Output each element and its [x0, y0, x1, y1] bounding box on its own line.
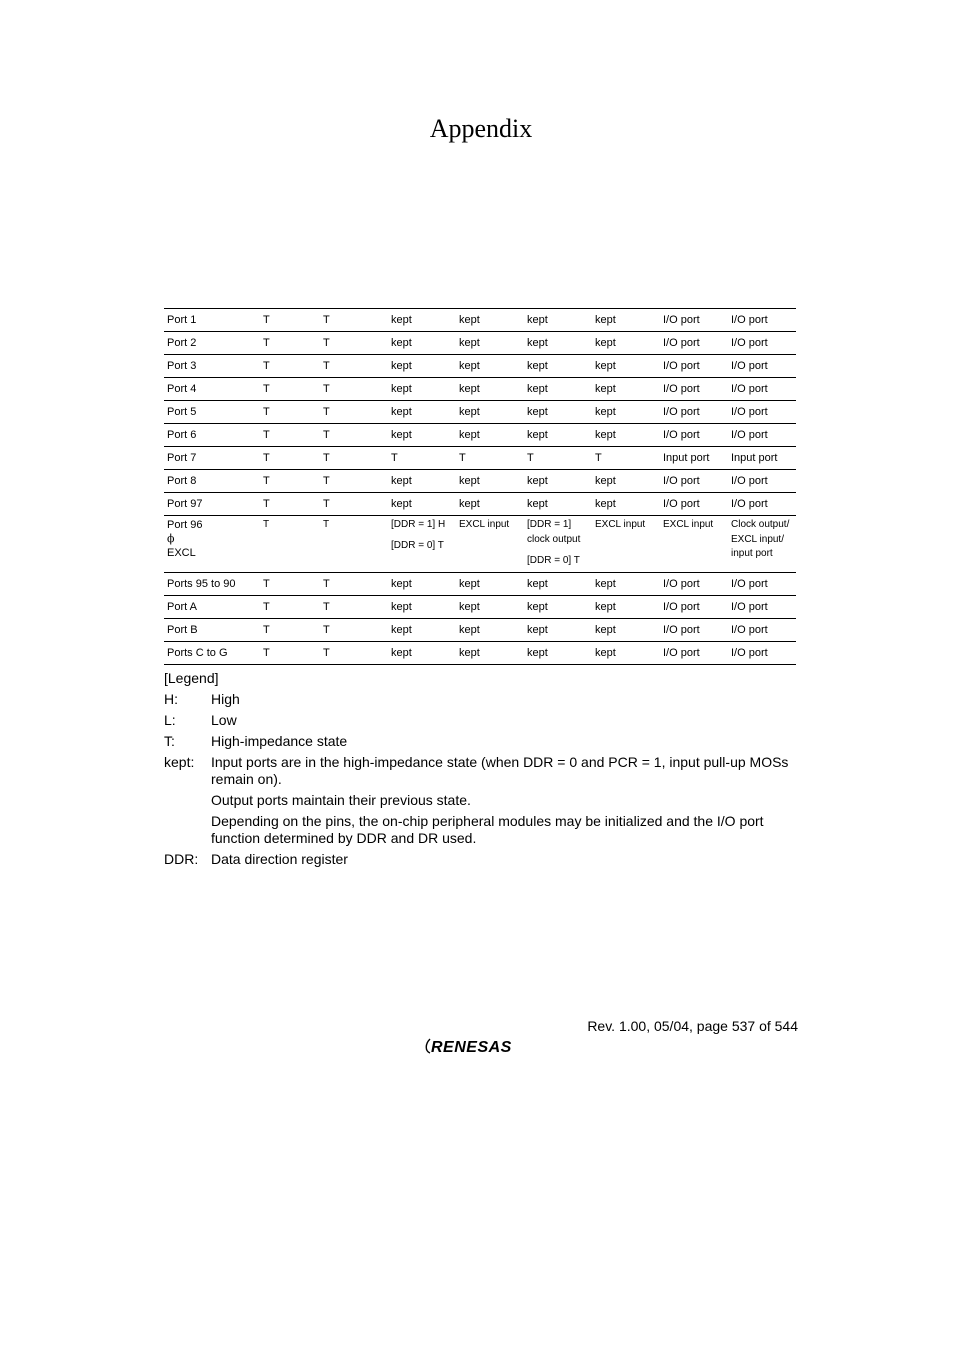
table-cell: T: [260, 573, 320, 596]
legend-item: [164, 691, 804, 708]
table-cell: kept: [592, 378, 660, 401]
table-cell-port: Port 8: [164, 470, 260, 493]
table-cell: T: [320, 573, 388, 596]
legend-term: L:: [164, 712, 176, 728]
table-cell-port: Port 5: [164, 401, 260, 424]
table-cell: kept: [388, 424, 456, 447]
table-cell: I/O port: [728, 470, 796, 493]
table-cell-port: Ports C to G: [164, 642, 260, 665]
table-cell: T: [320, 355, 388, 378]
legend-desc: High: [211, 691, 240, 707]
port-state-table: [164, 308, 796, 665]
table-cell: kept: [592, 470, 660, 493]
table-cell: T: [320, 493, 388, 516]
table-cell-port: Port B: [164, 619, 260, 642]
table-cell: kept: [456, 493, 524, 516]
table-cell: [DDR = 1] H [DDR = 0] T: [388, 516, 456, 573]
table-cell: kept: [524, 401, 592, 424]
table-cell: T: [260, 378, 320, 401]
table-cell: T: [260, 424, 320, 447]
table-cell: kept: [592, 573, 660, 596]
table-cell: T: [260, 642, 320, 665]
table-cell: I/O port: [660, 573, 728, 596]
table-cell-port: [164, 516, 260, 573]
table-row: [164, 355, 796, 378]
legend-term: kept:: [164, 754, 195, 770]
legend-desc: Input ports are in the high-impedance state (when DDR = 0 and PCR = 1, input pull-up MOSs remain on).: [211, 754, 789, 787]
legend-desc: Data direction register: [211, 851, 348, 867]
table-cell: kept: [524, 493, 592, 516]
table-cell-port: Ports 95 to 90: [164, 573, 260, 596]
table-row: [164, 378, 796, 401]
table-cell: kept: [456, 355, 524, 378]
page-title: Appendix: [429, 114, 533, 143]
table-cell: Input port: [660, 447, 728, 470]
table-cell: Clock output/ EXCL input/ input port: [728, 516, 796, 573]
table-cell: T: [260, 309, 320, 332]
table-cell: kept: [388, 332, 456, 355]
table-cell: kept: [524, 424, 592, 447]
table-cell: kept: [592, 401, 660, 424]
table-cell: I/O port: [728, 378, 796, 401]
table-cell: kept: [524, 596, 592, 619]
table-cell: I/O port: [660, 355, 728, 378]
table-cell: T: [320, 424, 388, 447]
table-cell: kept: [456, 378, 524, 401]
legend-term: T:: [164, 733, 175, 749]
table-cell: I/O port: [660, 642, 728, 665]
table-cell: T: [320, 516, 388, 573]
table-cell: I/O port: [660, 493, 728, 516]
table-cell: kept: [524, 332, 592, 355]
table-row: [164, 401, 796, 424]
table-cell: T: [260, 493, 320, 516]
table-cell: T: [320, 447, 388, 470]
table-cell: I/O port: [660, 378, 728, 401]
table-cell: kept: [592, 309, 660, 332]
table-cell: kept: [456, 470, 524, 493]
table-cell: T: [320, 332, 388, 355]
table-cell: I/O port: [728, 355, 796, 378]
table-cell: T: [320, 619, 388, 642]
table-cell: EXCL input: [456, 516, 524, 573]
table-cell: I/O port: [728, 424, 796, 447]
table-cell: kept: [388, 355, 456, 378]
legend-title: [Legend]: [164, 670, 219, 686]
table-cell: T: [260, 596, 320, 619]
table-cell-port: Port 2: [164, 332, 260, 355]
table-cell-port: Port A: [164, 596, 260, 619]
table-row: [164, 573, 796, 596]
table-cell: T: [260, 516, 320, 573]
legend: [164, 670, 804, 872]
table-row: [164, 447, 796, 470]
table-cell: kept: [592, 596, 660, 619]
table-cell: kept: [456, 401, 524, 424]
table-cell: T: [388, 447, 456, 470]
table-row: [164, 493, 796, 516]
table-cell: T: [320, 378, 388, 401]
table-cell: I/O port: [728, 332, 796, 355]
table-cell: EXCL input: [592, 516, 660, 573]
table-cell: I/O port: [728, 401, 796, 424]
table-cell: kept: [388, 470, 456, 493]
table-cell: kept: [456, 573, 524, 596]
table-cell-port: Port 97: [164, 493, 260, 516]
page-footer: Rev. 1.00, 05/04, page 537 of 544: [587, 1018, 798, 1034]
table-cell: kept: [524, 378, 592, 401]
table-cell: kept: [456, 642, 524, 665]
table-cell-port: Port 6: [164, 424, 260, 447]
table-cell: T: [260, 355, 320, 378]
table-cell: kept: [592, 355, 660, 378]
table-cell: kept: [524, 355, 592, 378]
table-row: [164, 516, 796, 573]
legend-subnote: Output ports maintain their previous state.: [211, 792, 471, 808]
legend-desc: High-impedance state: [211, 733, 348, 749]
table-cell: kept: [388, 309, 456, 332]
table-cell: T: [260, 619, 320, 642]
table-row: [164, 596, 796, 619]
table-cell: I/O port: [728, 309, 796, 332]
table-cell: kept: [592, 332, 660, 355]
table-cell: kept: [592, 619, 660, 642]
table-cell: T: [320, 642, 388, 665]
phi-symbol: ϕ: [167, 532, 175, 545]
table-cell: kept: [524, 573, 592, 596]
table-cell: I/O port: [728, 573, 796, 596]
table-cell: kept: [388, 642, 456, 665]
table-cell: kept: [388, 573, 456, 596]
table-cell: I/O port: [660, 596, 728, 619]
legend-item: [164, 851, 804, 868]
table-cell-port: Port 3: [164, 355, 260, 378]
table-cell: T: [260, 332, 320, 355]
table-cell: kept: [456, 619, 524, 642]
legend-desc: Low: [211, 712, 237, 728]
table-cell: kept: [388, 378, 456, 401]
table-cell: T: [260, 447, 320, 470]
table-cell: T: [524, 447, 592, 470]
table-row: [164, 309, 796, 332]
logo-text: RENESAS: [431, 1039, 512, 1056]
table-row: [164, 424, 796, 447]
table-cell-port: Port 4: [164, 378, 260, 401]
table-cell: T: [320, 470, 388, 493]
table-cell: kept: [388, 596, 456, 619]
legend-item: [164, 712, 804, 729]
table-row: [164, 332, 796, 355]
table-row: [164, 619, 796, 642]
legend-item: [164, 733, 804, 750]
table-cell: kept: [456, 424, 524, 447]
table-cell: T: [260, 470, 320, 493]
table-row: [164, 642, 796, 665]
table-cell: kept: [592, 424, 660, 447]
legend-term: DDR:: [164, 851, 199, 867]
table-cell: kept: [524, 619, 592, 642]
renesas-logo: [424, 1036, 542, 1056]
table-cell: I/O port: [660, 401, 728, 424]
table-cell: EXCL input: [660, 516, 728, 573]
table-cell: kept: [388, 401, 456, 424]
table-cell: kept: [456, 332, 524, 355]
table-cell: I/O port: [660, 332, 728, 355]
table-cell: kept: [524, 309, 592, 332]
table-cell: I/O port: [728, 642, 796, 665]
table-cell-port: Port 1: [164, 309, 260, 332]
table-cell: kept: [456, 309, 524, 332]
legend-term: H:: [164, 691, 178, 707]
table-cell: I/O port: [728, 596, 796, 619]
table-cell: T: [592, 447, 660, 470]
table-cell: T: [320, 596, 388, 619]
table-cell: kept: [592, 642, 660, 665]
table-cell: kept: [456, 596, 524, 619]
table-cell: T: [320, 309, 388, 332]
port96-label: Port 96: [167, 519, 203, 531]
table-cell-port: Port 7: [164, 447, 260, 470]
table-cell: kept: [524, 642, 592, 665]
table-cell: kept: [388, 493, 456, 516]
table-cell: I/O port: [660, 309, 728, 332]
table-row: [164, 470, 796, 493]
legend-subnote: Depending on the pins, the on-chip peripheral modules may be initialized and the I/O port function determined by DDR and DR used.: [211, 813, 764, 846]
table-cell: I/O port: [660, 424, 728, 447]
table-cell: kept: [388, 619, 456, 642]
table-cell: T: [260, 401, 320, 424]
table-cell: I/O port: [728, 493, 796, 516]
table-cell: T: [320, 401, 388, 424]
table-cell: I/O port: [660, 619, 728, 642]
table-cell: Input port: [728, 447, 796, 470]
table-cell: kept: [592, 493, 660, 516]
table-cell: I/O port: [728, 619, 796, 642]
table-cell: T: [456, 447, 524, 470]
table-cell: kept: [524, 470, 592, 493]
table-cell: [DDR = 1] clock output [DDR = 0] T: [524, 516, 592, 573]
table-cell: I/O port: [660, 470, 728, 493]
legend-item: [164, 754, 804, 788]
excl-label: EXCL: [167, 547, 196, 559]
